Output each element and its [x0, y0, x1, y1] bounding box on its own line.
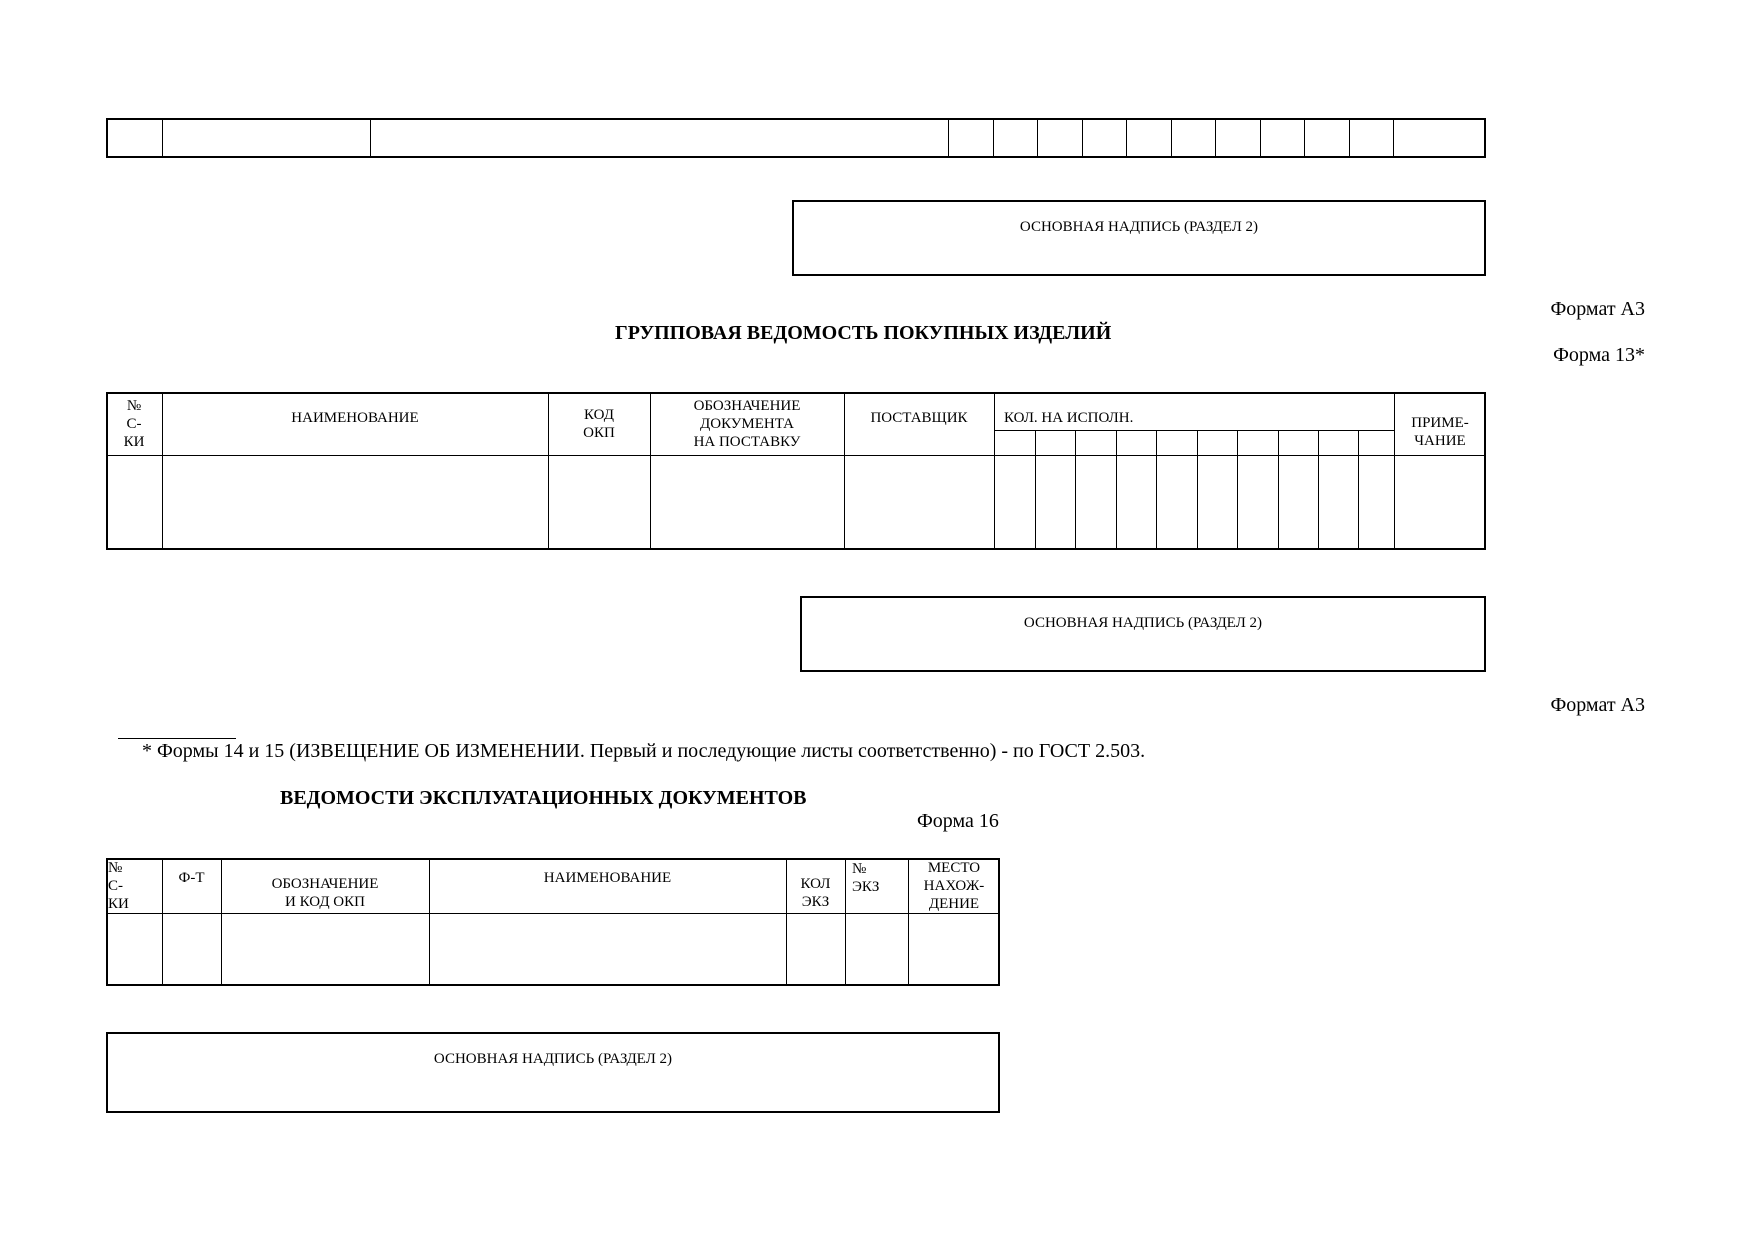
form16-header-name: НАИМЕНОВАНИЕ — [543, 870, 672, 886]
top-strip-divider — [948, 118, 949, 158]
form13-header-designation: ОБОЗНАЧЕНИЕ ДОКУМЕНТА НА ПОСТАВКУ — [693, 397, 801, 450]
top-strip-divider — [1037, 118, 1038, 158]
footnote-separator — [118, 738, 236, 739]
form16-title: ВЕДОМОСТИ ЭКСПЛУАТАЦИОННЫХ ДОКУМЕНТОВ — [280, 787, 807, 809]
title-block-stamp: ОСНОВНАЯ НАДПИСЬ (РАЗДЕЛ 2) — [800, 596, 1486, 672]
format-label: Формат А3 — [1550, 694, 1645, 716]
form13-qty-col-divider — [1075, 430, 1076, 550]
form13-qty-col-divider — [1035, 430, 1036, 550]
footnote: * Формы 14 и 15 (ИЗВЕЩЕНИЕ ОБ ИЗМЕНЕНИИ. Первый и последующие листы соответственно) - по ГОСТ 2.503. — [142, 740, 1146, 762]
format-label: Формат А3 — [1550, 298, 1645, 320]
form13-header-no: № С- КИ — [123, 397, 145, 450]
form16-header-designation: ОБОЗНАЧЕНИЕ И КОД ОКП — [271, 876, 379, 910]
form13-title: ГРУППОВАЯ ВЕДОМОСТЬ ПОКУПНЫХ ИЗДЕЛИЙ — [615, 322, 1112, 344]
top-strip-divider — [993, 118, 994, 158]
form13-qty-col-divider — [1116, 430, 1117, 550]
top-strip-divider — [1126, 118, 1127, 158]
form13-label: Форма 13* — [1553, 344, 1645, 366]
form13-qty-col-divider — [1278, 430, 1279, 550]
form13-header-name: НАИМЕНОВАНИЕ — [291, 410, 419, 426]
form13-header-note: ПРИМЕ- ЧАНИЕ — [1411, 415, 1469, 449]
form13-qty-col-divider — [1358, 430, 1359, 550]
title-block-stamp: ОСНОВНАЯ НАДПИСЬ (РАЗДЕЛ 2) — [106, 1032, 1000, 1113]
form16-header-copy-no: № ЭКЗ — [852, 861, 880, 895]
top-strip-divider — [1171, 118, 1172, 158]
form16-header-location: МЕСТО НАХОЖ- ДЕНИЕ — [923, 859, 985, 912]
form13-qty-col-divider — [1156, 430, 1157, 550]
form13-col-divider — [994, 392, 995, 550]
top-strip-divider — [1082, 118, 1083, 158]
form16-label: Форма 16 — [917, 810, 999, 832]
form13-header-code: КОД ОКП — [583, 406, 615, 441]
form13-qty-col-divider — [1237, 430, 1238, 550]
title-block-stamp: ОСНОВНАЯ НАДПИСЬ (РАЗДЕЛ 2) — [792, 200, 1486, 276]
form16-header-no: № С- КИ — [108, 859, 129, 912]
form16-header-qty: КОЛ ЭКЗ — [800, 876, 831, 910]
top-strip-divider — [1215, 118, 1216, 158]
top-strip-table — [106, 118, 1486, 158]
top-strip-divider — [1260, 118, 1261, 158]
form16-header-format: Ф-Т — [178, 870, 205, 886]
form13-qty-col-divider — [1318, 430, 1319, 550]
form13-header-qty: КОЛ. НА ИСПОЛН. — [1004, 410, 1134, 426]
top-strip-divider — [1304, 118, 1305, 158]
top-strip-divider — [162, 118, 163, 158]
top-strip-divider — [1393, 118, 1394, 158]
form13-header-divider — [106, 455, 1486, 456]
form13-header-supplier: ПОСТАВЩИК — [870, 410, 968, 426]
form16-col-divider — [845, 858, 846, 986]
top-strip-divider — [370, 118, 371, 158]
top-strip-divider — [1349, 118, 1350, 158]
form13-qty-col-divider — [1197, 430, 1198, 550]
